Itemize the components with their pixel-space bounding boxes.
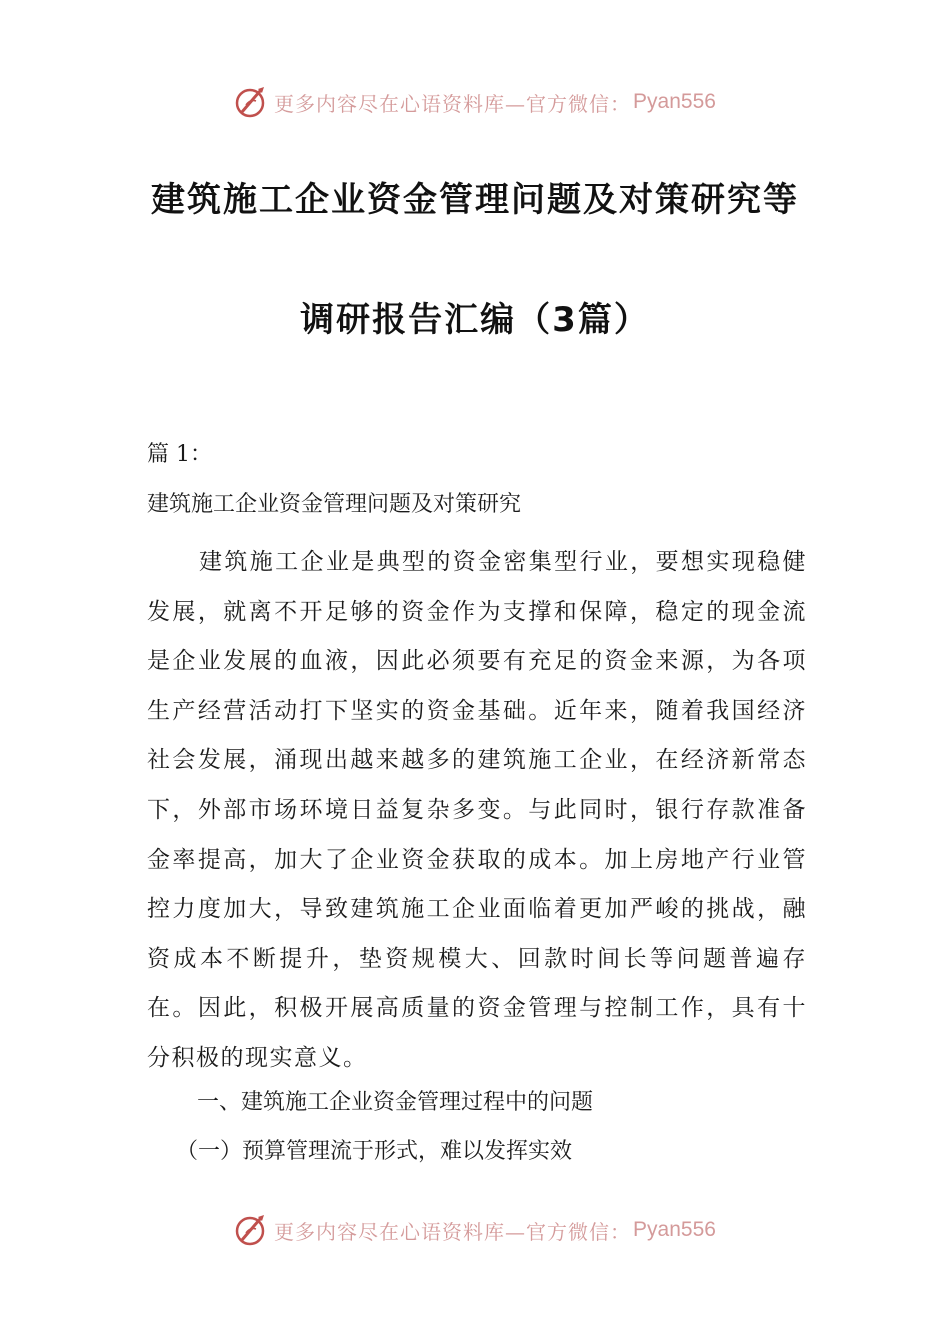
watermark-banner-top <box>0 82 950 122</box>
watermark-text: 更多内容尽在心语资料库—官方微信： <box>274 1219 632 1244</box>
subsection-heading-1: （一）预算管理流于形式，难以发挥实效 <box>176 1139 573 1164</box>
article-title: 建筑施工企业资金管理问题及对策研究 <box>147 492 522 517</box>
section-heading-1: 一、建筑施工企业资金管理过程中的问题 <box>197 1090 594 1115</box>
watermark-wechat-id: Pyan556 <box>633 1218 716 1241</box>
watermark-wechat-id: Pyan556 <box>633 90 716 113</box>
document-title-line-1: 建筑施工企业资金管理问题及对策研究等 <box>151 180 799 220</box>
watermark-text: 更多内容尽在心语资料库—官方微信： <box>274 91 632 116</box>
pen-in-circle-logo-icon <box>234 85 268 119</box>
document-title-line-2: 调研报告汇编（3篇） <box>300 300 650 340</box>
watermark-banner-bottom <box>0 1210 950 1250</box>
section-label: 篇 1： <box>147 442 212 467</box>
intro-paragraph: 建筑施工企业是典型的资金密集型行业，要想实现稳健发展，就离不开足够的资金作为支撑和保障，稳定的现金流是企业发展的血液，因此必须要有充足的资金来源，为各项生产经营活动打下坚实的资金基础。近年来，随着我国经济社会发展，涌现出越来越多的建筑施工企业，在经济新常态下，外部市场环境日益复杂多变。与此同时，银行存款准备金率提高，加大了企业资金获取的成本。加上房地产行业管控力度加大，导致建筑施工企业面临着更加严峻的挑战，融资成本不断提升，垫资规模大、回款时间长等问题普遍存在。因此，积极开展高质量的资金管理与控制工作，具有十分积极的现实意义。 <box>147 549 807 1071</box>
pen-in-circle-logo-icon <box>234 1213 268 1247</box>
